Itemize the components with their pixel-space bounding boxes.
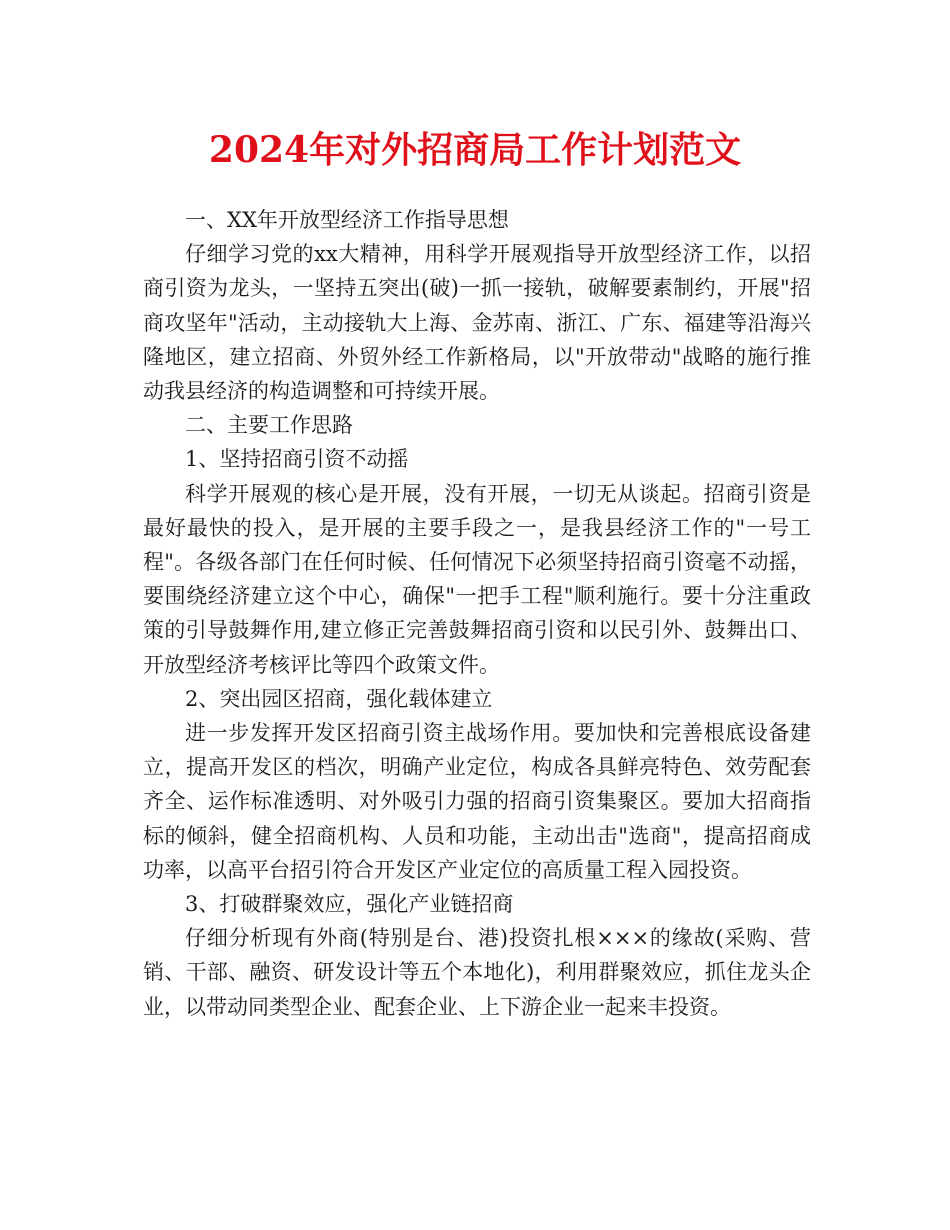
document-body xyxy=(143,203,811,1024)
subsection-heading: 1、坚持招商引资不动摇 xyxy=(185,447,409,472)
subsection-heading: 2、突出园区招商，强化载体建立 xyxy=(185,686,493,711)
paragraph: 仔细学习党的xx大精神，用科学开展观指导开放型经济工作，以招商引资为龙头，一坚持五突出(破)一抓一接轨，破解要素制约，开展"招商攻坚年"活动，主动接轨大上海、金苏南、浙江、广东、福建等沿海兴隆地区，建立招商、外贸外经工作新格局，以"开放带动"战略的施行推动我县经济的构造调整和可持续开展。 xyxy=(143,242,811,404)
paragraph: 科学开展观的核心是开展，没有开展，一切无从谈起。招商引资是最好最快的投入，是开展的主要手段之一，是我县经济工作的"一号工程"。各级各部门在任何时候、任何情况下必须坚持招商引资毫不动摇，要围绕经济建立这个中心，确保"一把手工程"顺利施行。要十分注重政策的引导鼓舞作用,建立修正完善鼓舞招商引资和以民引外、鼓舞出口、开放型经济考核评比等四个政策文件。 xyxy=(143,481,811,677)
section-heading: 一、XX年开放型经济工作指导思想 xyxy=(185,208,509,232)
paragraph: 进一步发挥开发区招商引资主战场作用。要加快和完善根底设备建立，提高开发区的档次，明确产业定位，构成各具鲜亮特色、效劳配套齐全、运作标准透明、对外吸引力强的招商引资集聚区。要加大招商指标的倾斜，健全招商机构、人员和功能，主动出击"选商"，提高招商成功率，以高平台招引符合开发区产业定位的高质量工程入园投资。 xyxy=(143,721,811,882)
document-title: 2024年对外招商局工作计划范文 xyxy=(208,129,742,171)
subsection-heading: 3、打破群聚效应，强化产业链招商 xyxy=(185,892,514,917)
section-heading: 二、主要工作思路 xyxy=(185,413,353,438)
paragraph: 仔细分析现有外商(特别是台、港)投资扎根×××的缘故(采购、营销、干部、融资、研发设计等五个本地化)，利用群聚效应，抓住龙头企业，以带动同类型企业、配套企业、上下游企业一起来丰投资。 xyxy=(143,926,811,1019)
